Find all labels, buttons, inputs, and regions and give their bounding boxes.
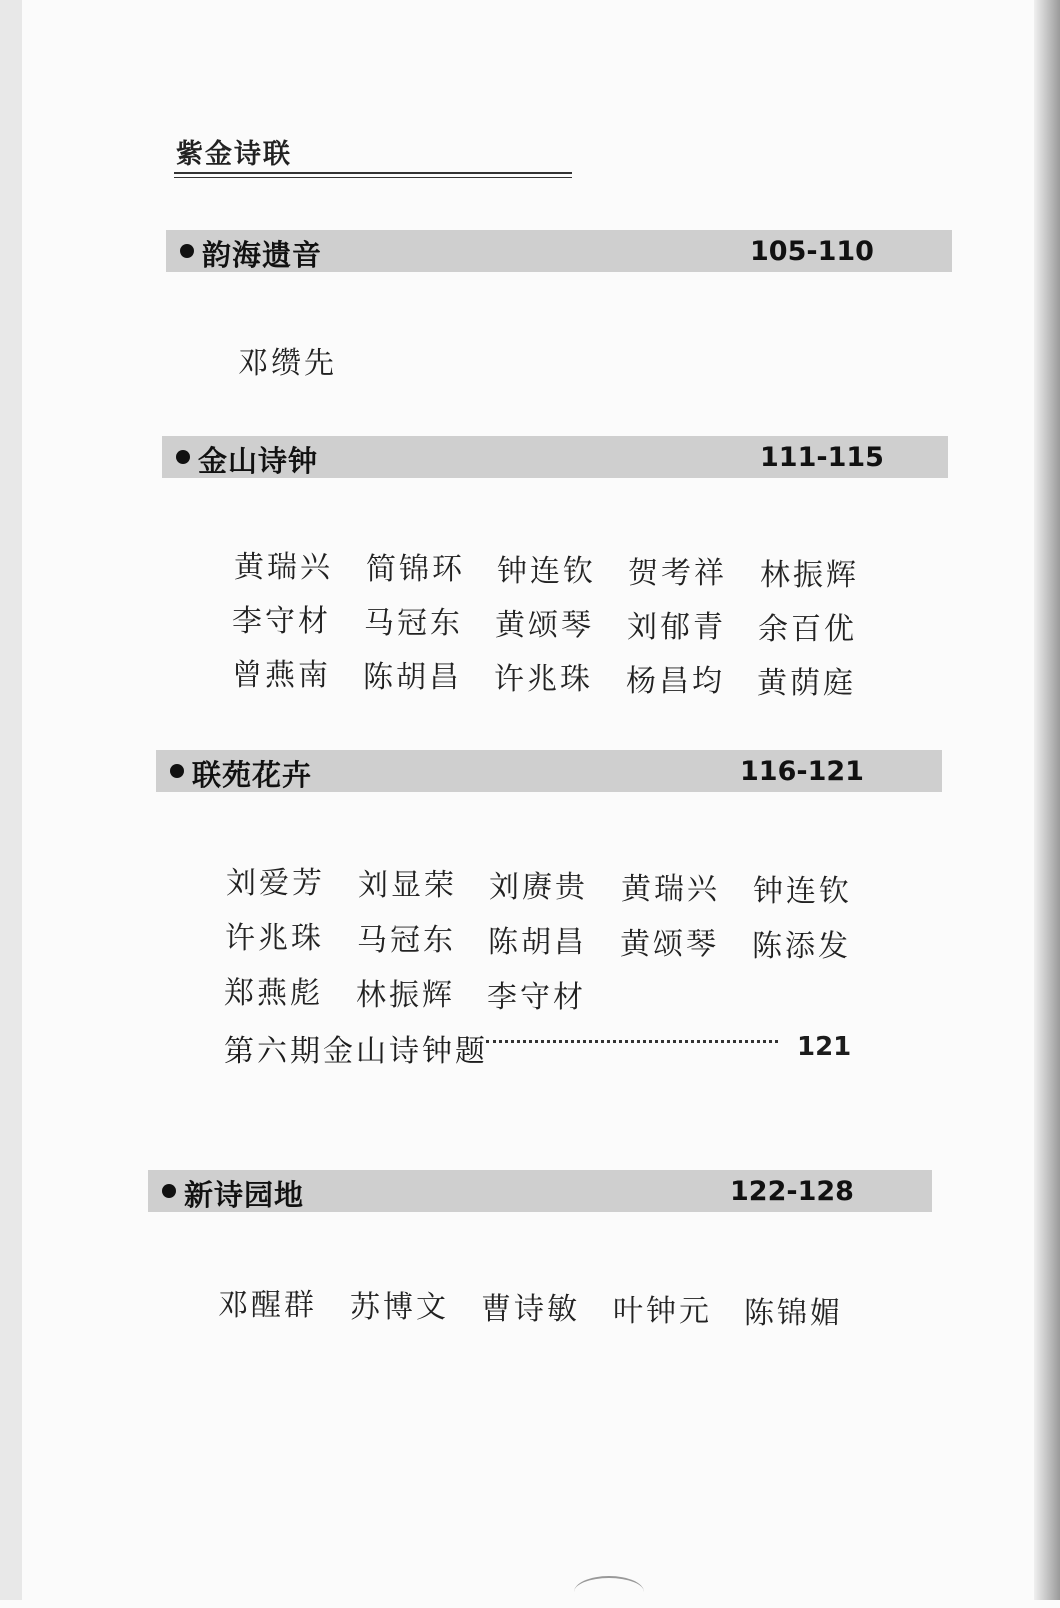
author-name: 杨昌均 (626, 664, 725, 699)
author-name: 刘显荣 (358, 868, 457, 903)
author-name: 黄颂琴 (495, 608, 594, 643)
bullet-icon (176, 450, 190, 464)
author-name: 李守材 (487, 980, 586, 1015)
author-name: 邓醒群 (218, 1288, 317, 1323)
author-name: 马冠东 (364, 606, 463, 641)
toc-entry-title: 第六期金山诗钟题 (224, 1034, 488, 1069)
author-name: 曾燕南 (232, 658, 331, 693)
section-title: 韵海遗音 (202, 238, 323, 272)
author-name: 简锦环 (366, 552, 465, 587)
section-title: 新诗园地 (184, 1178, 305, 1212)
author-name: 黄瑞兴 (621, 872, 720, 907)
author-name: 钟连钦 (753, 874, 852, 909)
title-underline (174, 172, 572, 174)
bullet-icon (162, 1184, 176, 1198)
author-name: 贺考祥 (628, 556, 727, 591)
author-name: 余百优 (758, 612, 857, 647)
author-name: 陈锦媚 (744, 1296, 843, 1331)
author-name: 黄荫庭 (757, 666, 856, 701)
section-header-jinshan (162, 436, 948, 478)
author-name: 邓缵先 (238, 346, 337, 381)
author-name: 钟连钦 (497, 554, 596, 589)
section-pages: 111-115 (760, 442, 884, 473)
page-right-shadow (1034, 0, 1060, 1600)
bullet-icon (170, 764, 184, 778)
author-name: 黄颂琴 (620, 927, 719, 962)
author-name: 刘郁青 (627, 610, 726, 645)
page-title: 紫金诗联 (176, 139, 292, 170)
section-pages: 116-121 (740, 756, 864, 787)
author-name: 刘爱芳 (226, 866, 325, 901)
section-title: 金山诗钟 (198, 444, 319, 478)
section-pages: 122-128 (730, 1176, 854, 1207)
section-header-lianyuan (156, 750, 942, 792)
author-name: 陈胡昌 (488, 925, 587, 960)
author-name: 林振辉 (760, 558, 859, 593)
page-left-shadow (0, 0, 22, 1600)
bullet-icon (180, 244, 194, 258)
author-name: 李守材 (232, 604, 331, 639)
author-name: 林振辉 (356, 978, 455, 1013)
section-pages: 105-110 (750, 236, 874, 267)
author-name: 苏博文 (350, 1290, 449, 1325)
section-header-yunhai (166, 230, 952, 272)
author-name: 叶钟元 (613, 1294, 712, 1329)
toc-leader-dots (486, 1040, 778, 1043)
author-name: 郑燕彪 (224, 976, 323, 1011)
author-name: 刘赓贵 (489, 870, 588, 905)
author-name: 许兆珠 (225, 921, 324, 956)
author-name: 曹诗敏 (481, 1292, 580, 1327)
author-name: 许兆珠 (494, 662, 593, 697)
author-name: 陈添发 (752, 929, 851, 964)
section-header-xinshi (148, 1170, 932, 1212)
title-underline-thin (174, 177, 572, 178)
author-name: 陈胡昌 (363, 660, 462, 695)
section-title: 联苑花卉 (192, 758, 313, 792)
page-edge-mark (574, 1576, 644, 1608)
author-name: 马冠东 (357, 923, 456, 958)
author-name: 黄瑞兴 (234, 550, 333, 585)
toc-entry-page: 121 (797, 1032, 852, 1062)
